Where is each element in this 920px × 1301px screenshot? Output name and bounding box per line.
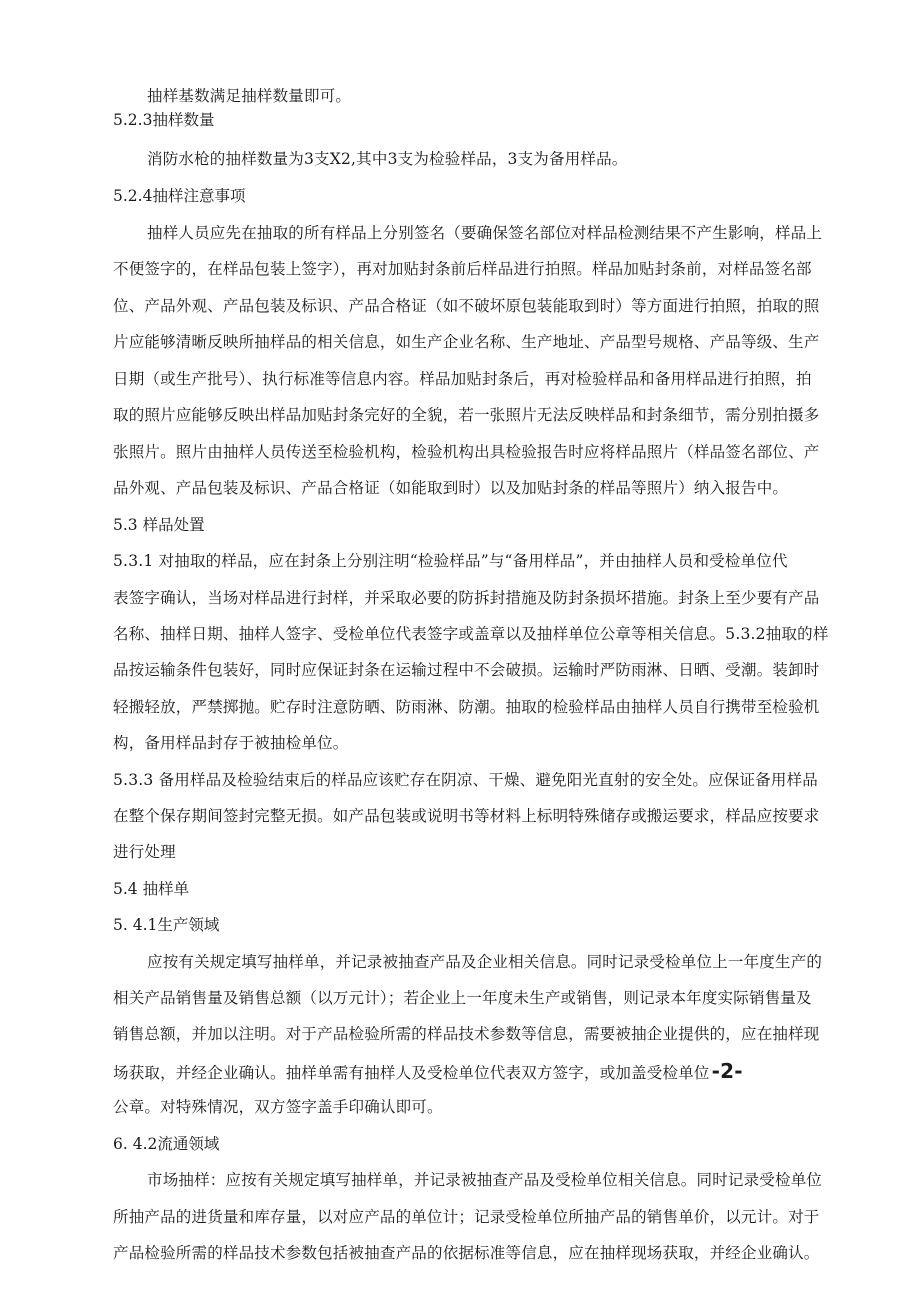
text-line: 销售总额，并加以注明。对于产品检验所需的样品技术参数等信息，需要被抽企业提供的，应在抽样现 (113, 1025, 820, 1043)
text-line: 抽样人员应先在抽取的所有样品上分别签名（要确保签名部位对样品检测结果不产生影响，样品上 (147, 224, 823, 242)
section-heading-5-2-4: 5.2.4抽样注意事项 (113, 187, 246, 205)
text-line: 应按有关规定填写抽样单，并记录被抽查产品及企业相关信息。同时记录受检单位上一年度生产的 (147, 953, 823, 971)
text-line: 片应能够清晰反映所抽样品的相关信息，如生产企业名称、生产地址、产品型号规格、产品等级、生产 (113, 333, 820, 351)
section-heading-5-2-3: 5.2.3抽样数量 (113, 111, 215, 129)
text-line: 取的照片应能够反映出样品加贴封条完好的全貌，若一张照片无法反映样品和封条细节，需分别拍摄多 (113, 406, 820, 424)
text-line: 消防水枪的抽样数量为3支X2,其中3支为检验样品，3支为备用样品。 (147, 150, 628, 168)
text-line: 表签字确认，当场对样品进行封样，并采取必要的防拆封措施及防封条损坏措施。封条上至少要有产品 (113, 589, 820, 607)
text-line: 位、产品外观、产品包装及标识、产品合格证（如不破坏原包装能取到时）等方面进行拍照，拍取的照 (113, 297, 820, 315)
text-line: 5.3.3 备用样品及检验结束后的样品应该贮存在阴凉、干燥、避免阳光直射的安全处。应保证备用样品 (113, 771, 818, 789)
text-line: 日期（或生产批号）、执行标准等信息内容。样品加贴封条后，再对检验样品和备用样品进行拍照，拍 (113, 370, 812, 388)
section-heading-5-4: 5.4 抽样单 (113, 880, 190, 898)
text-line: 抽样基数满足抽样数量即可。 (147, 87, 352, 105)
text-line: 品按运输条件包装好，同时应保证封条在运输过程中不会破损。运输时严防雨淋、日晒、受潮。装卸时 (113, 661, 820, 679)
text-line: 5.3.1 对抽取的样品，应在封条上分别注明“检验样品”与“备用样品”，并由抽样人员和受检单位代 (113, 552, 788, 570)
text-line: 公章。对特殊情况，双方签字盖手印确认即可。 (113, 1098, 443, 1116)
text-line: 构，备用样品封存于被抽检单位。 (113, 734, 349, 752)
text-line: 名称、抽样日期、抽样人签字、受检单位代表签字或盖章以及抽样单位公章等相关信息。5.3.2抽取的样 (113, 625, 829, 643)
text-line: 轻搬轻放，严禁掷抛。贮存时注意防晒、防雨淋、防潮。抽取的检验样品由抽样人员自行携带至检验机 (113, 698, 820, 716)
text-line: 进行处理 (113, 843, 176, 861)
text-line: 不便签字的，在样品包装上签字），再对加贴封条前后样品进行拍照。样品加贴封条前，对样品签名部 (113, 260, 812, 278)
text-line-content: 场获取，并经企业确认。抽样单需有抽样人及受检单位代表双方签字，或加盖受检单位 (113, 1064, 710, 1082)
text-line: 在整个保存期间签封完整无损。如产品包装或说明书等材料上标明特殊储存或搬运要求，样品应按要求 (113, 807, 820, 825)
text-line: 产品检验所需的样品技术参数包括被抽查产品的依据标准等信息，应在抽样现场获取，并经企业确认。 (113, 1244, 820, 1262)
section-heading-6-4-2: 6. 4.2流通领域 (113, 1135, 220, 1153)
text-line: 相关产品销售量及销售总额（以万元计）；若企业上一年度未生产或销售，则记录本年度实际销售量及 (113, 989, 812, 1007)
text-line: 品外观、产品包装及标识、产品合格证（如能取到时）以及加贴封条的样品等照片）纳入报告中。 (113, 479, 789, 497)
section-heading-5-3: 5.3 样品处置 (113, 516, 205, 534)
section-heading-5-4-1: 5. 4.1生产领域 (113, 916, 220, 934)
text-line: 市场抽样：应按有关规定填写抽样单，并记录被抽查产品及受检单位相关信息。同时记录受检单位 (147, 1171, 823, 1189)
text-line: 张照片。照片由抽样人员传送至检验机构，检验机构出具检验报告时应将样品照片（样品签名部位、产 (113, 443, 820, 461)
text-line: 所抽产品的进货量和库存量，以对应产品的单位计；记录受检单位所抽产品的销售单价，以元计。对于 (113, 1208, 820, 1226)
page-number: -2- (711, 1059, 743, 1083)
text-line (113, 1061, 743, 1083)
